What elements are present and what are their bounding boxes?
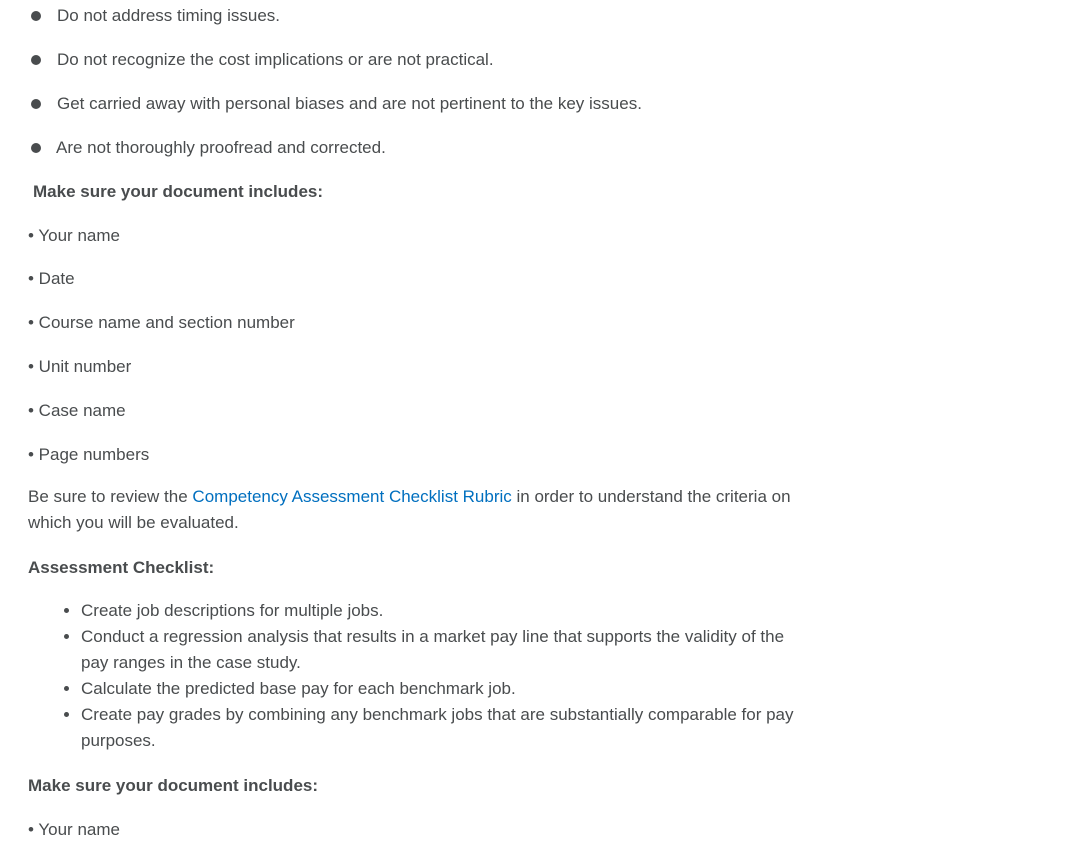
assessment-checklist [28, 598, 816, 754]
includes-item: • Your name [28, 226, 120, 245]
issue-text: Get carried away with personal biases and are not pertinent to the key issues. [57, 94, 642, 113]
bullet-icon [31, 11, 41, 21]
review-suffix: in order to understand the criteria on which you will be evaluated. [28, 487, 791, 532]
issue-text: Do not address timing issues. [57, 6, 280, 25]
includes-heading: Make sure your document includes: [33, 182, 324, 201]
includes-item: • Page numbers [28, 445, 150, 464]
includes-item: • Your name [28, 820, 120, 839]
includes-item: • Course name and section number [28, 313, 295, 332]
issue-text: Are not thoroughly proofread and corrected. [56, 138, 386, 157]
includes-item: • Case name [28, 401, 126, 420]
review-prefix: Be sure to review the [28, 487, 193, 506]
checklist-item: • Create pay grades by combining any benchmark jobs that are substantially comparable for pay purposes. [81, 702, 816, 754]
includes-item: • Unit number [28, 357, 132, 376]
review-paragraph [28, 484, 818, 536]
bullet-icon [31, 55, 41, 65]
checklist-item: • Conduct a regression analysis that results in a market pay line that supports the validity of the pay ranges in the case study. [81, 624, 816, 676]
includes-heading: Make sure your document includes: [28, 776, 319, 795]
issue-text: Do not recognize the cost implications or are not practical. [57, 50, 494, 69]
rubric-link[interactable]: Competency Assessment Checklist Rubric [192, 487, 512, 506]
checklist-item: • Create job descriptions for multiple jobs. [81, 598, 816, 624]
bullet-icon [31, 99, 41, 109]
checklist-heading: Assessment Checklist: [28, 558, 215, 577]
checklist-item: • Calculate the predicted base pay for each benchmark job. [81, 676, 816, 702]
bullet-icon [31, 143, 41, 153]
includes-item: • Date [28, 269, 75, 288]
